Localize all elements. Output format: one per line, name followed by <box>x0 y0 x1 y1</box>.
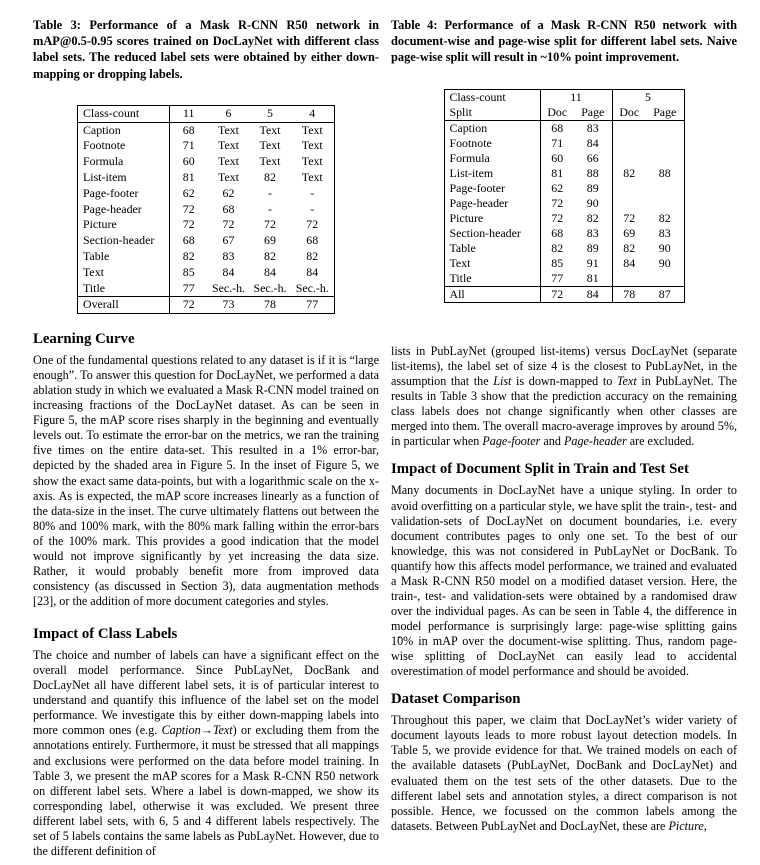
italic-text: Page-footer <box>482 434 541 449</box>
table3-header-cell: Class-count <box>78 105 170 122</box>
table-row <box>444 181 684 196</box>
table-cell: 89 <box>574 181 612 196</box>
table-cell: 77 <box>182 280 195 295</box>
table-cell: All <box>444 286 540 302</box>
table-cell: Text <box>301 170 323 184</box>
table4-footer-row <box>444 286 684 302</box>
text-run: is down-mapped to <box>511 374 617 389</box>
table-cell: 88 <box>658 165 671 180</box>
table-cell: 83 <box>574 120 612 136</box>
table-cell: Text <box>301 122 323 137</box>
table-cell: 72 <box>306 217 319 232</box>
table-cell: 83 <box>222 248 235 263</box>
table-cell: Title <box>78 281 170 297</box>
table3-header-cell: 11 <box>170 105 208 122</box>
table4-caption: Table 4: Performance of a Mask R-CNN R50 network with document-wise and page-wise split for different label sets. Naive page-wise split will result in ~10% point improvement. <box>391 18 737 65</box>
text-run: and <box>540 434 564 449</box>
table-cell: Text <box>78 265 170 281</box>
table-cell: Footnote <box>444 136 540 151</box>
left-top-block <box>33 17 379 314</box>
table4-header-cell: Page <box>646 105 684 121</box>
text-run: The choice and number of labels can have a significant effect on the overall model performance. Since PubLayNet, DocBank and DocLayNet all have different label sets, it is of particular interest to understand and quantify this influence of the label set on the model performance. We investigate this by either down-mapping labels into more common ones (e.g. <box>33 648 379 738</box>
table-cell: 72 <box>182 217 195 232</box>
table-cell: 60 <box>182 154 195 169</box>
table-cell: 68 <box>551 225 564 240</box>
table-cell: - <box>310 185 315 200</box>
table-cell: 85 <box>551 255 564 270</box>
table-cell: 84 <box>306 264 319 279</box>
table-row <box>78 186 335 202</box>
table-cell: Text <box>218 154 239 169</box>
table4-header-cell: Split <box>444 105 540 121</box>
table-cell: 77 <box>291 297 335 314</box>
paragraph-continuation <box>391 344 737 449</box>
table-cell: 68 <box>551 120 564 135</box>
text-run: in PubLayNet. The results in Table 3 show that the prediction accuracy on the remaining class labels does not change significantly when other classes are merged into them. The overall macro-average improves by around 5%, in particular when <box>391 374 737 449</box>
right-top-block <box>391 17 737 314</box>
table-cell <box>612 120 646 136</box>
table-cell: Text <box>259 154 281 169</box>
table-cell: Text <box>218 138 239 153</box>
table-cell: 71 <box>551 135 564 150</box>
table-cell: 82 <box>182 248 195 263</box>
table-cell: 89 <box>574 241 612 256</box>
text-run: → <box>200 723 213 738</box>
table-cell: Section-header <box>78 233 170 249</box>
table-cell: 66 <box>574 151 612 166</box>
table3 <box>77 105 335 314</box>
table-cell: 84 <box>574 136 612 151</box>
table-cell: 60 <box>551 150 564 165</box>
table-cell <box>612 196 646 211</box>
table-cell: Caption <box>78 122 170 138</box>
left-column <box>33 17 379 859</box>
heading-learning-curve: Learning Curve <box>33 331 135 347</box>
text-run: One of the fundamental questions related to any dataset is if it is “large enough”. To answer this question for DocLayNet, we performed a data ablation study in which we evaluated a Mask R-CNN model trained on increasing fractions of the DocLayNet dataset. As can be seen in Figure 5, the mAP score rises sharply in the beginning and eventually levels out. To estimate the error-bar on the metrics, we ran the training five times on the entire data-set. This resulted in a 1% error-bar, depicted by the shaded area in Figure 5. In the inset of Figure 5, we show the exact same data-points, but with a logarithmic scale on the x-axis. As is expected, the mAP score increases linearly as a function of the data-size in the inset. The curve ultimately flattens out between the 80% and 100% mark, with the 80% mark falling within the error-bars of the 100% mark. This provides a good indication that the model would not improve significantly by yet increasing the data size. Rather, it would probably benefit more from improved data consistency (as discussed in Section 3), data augmentation methods [23], or the addition of more document categories and styles. <box>33 353 379 608</box>
table-cell <box>646 136 684 151</box>
table-cell: Formula <box>444 151 540 166</box>
table-cell: 67 <box>222 233 235 248</box>
table-cell: 82 <box>306 248 319 263</box>
paragraph-impact-class-labels <box>33 648 379 859</box>
table4-header-row-groups <box>444 89 684 105</box>
table-cell <box>646 181 684 196</box>
table-cell: 72 <box>264 217 276 232</box>
table3-header-cell: 4 <box>291 105 335 122</box>
table-cell: 71 <box>182 138 195 153</box>
table-cell: 62 <box>182 185 195 200</box>
italic-text: Page-header <box>563 434 627 449</box>
table-cell: 72 <box>623 210 636 225</box>
table-cell: 81 <box>182 170 195 184</box>
text-run: are excluded. <box>626 434 695 449</box>
table-cell: 81 <box>551 165 564 180</box>
table-cell: 62 <box>551 180 564 195</box>
table4-header-cell: Page <box>574 105 612 121</box>
table-cell: Formula <box>78 154 170 170</box>
table-row <box>78 249 335 265</box>
table-row <box>444 136 684 151</box>
table-cell <box>612 136 646 151</box>
table-cell: 82 <box>551 240 564 255</box>
table-row <box>444 256 684 271</box>
table-cell <box>646 120 684 136</box>
table-cell: Text <box>301 138 323 153</box>
table-cell: Sec.-h. <box>211 280 246 295</box>
table4-footer <box>444 286 684 302</box>
table-cell: Picture <box>444 211 540 226</box>
table-cell: 85 <box>182 264 195 279</box>
table-cell: 72 <box>551 210 564 225</box>
table-cell: 82 <box>623 240 636 255</box>
table-cell: 83 <box>574 226 612 241</box>
table-cell <box>646 151 684 166</box>
table-cell: 90 <box>658 255 671 270</box>
table3-header <box>78 105 335 122</box>
table-row <box>78 233 335 249</box>
paragraph-dataset-comparison <box>391 713 737 834</box>
table4-header-cell: Class-count <box>444 89 540 105</box>
table-cell: 77 <box>551 270 564 285</box>
table-cell: Title <box>444 271 540 287</box>
table-cell: 84 <box>574 286 612 302</box>
table4-header-row-split <box>444 105 684 121</box>
table-cell: Text <box>259 122 281 137</box>
text-run: Throughout this paper, we claim that DocLayNet’s wider variety of document layouts leads to more robust layout detection models. In Table 5, we provide evidence for that. We trained models on each of the available datasets (PubLayNet, DocBank and DocLayNet) and evaluated them on the test sets of the other datasets. Due to the different label sets and annotation styles, a direct comparison is not possible. Hence, we focussed on the common labels among the datasets. Between PubLayNet and DocLayNet, these are <box>391 713 737 833</box>
table-cell: List-item <box>444 166 540 181</box>
table-cell: 83 <box>658 225 671 240</box>
table-cell: 69 <box>623 225 636 240</box>
table-row <box>78 265 335 281</box>
table-cell: 69 <box>264 233 276 248</box>
table3-caption: Table 3: Performance of a Mask R-CNN R50 network in mAP@0.5-0.95 scores trained on DocLayNet with different class label sets. The reduced label sets were obtained by either down-mapping or dropping labels. <box>33 18 379 81</box>
table-cell: Table <box>444 241 540 256</box>
table-cell: Table <box>78 249 170 265</box>
table-cell: 82 <box>264 170 276 184</box>
right-column <box>391 17 737 834</box>
table-cell: 82 <box>658 210 671 225</box>
table4 <box>444 89 685 303</box>
table-cell: 91 <box>574 256 612 271</box>
table-row <box>444 241 684 256</box>
table-cell: - <box>268 185 272 200</box>
table-cell: 84 <box>222 264 235 279</box>
table-row <box>78 122 335 138</box>
table4-header-cell: Doc <box>540 105 574 121</box>
table-cell: 68 <box>306 233 319 248</box>
italic-text: Picture, <box>668 818 707 833</box>
table-cell: 78 <box>250 297 291 314</box>
table-cell: 90 <box>574 196 612 211</box>
table-cell: Sec.-h. <box>253 280 287 295</box>
table-cell: Text <box>259 138 281 153</box>
table-row <box>78 154 335 170</box>
table-cell: 72 <box>551 195 564 210</box>
table-cell: 72 <box>182 201 195 216</box>
table3-header-row <box>78 105 335 122</box>
table3-header-cell: 6 <box>208 105 250 122</box>
table4-header <box>444 89 684 120</box>
table-cell: 82 <box>264 248 276 263</box>
table-cell: - <box>268 201 272 216</box>
table-cell: Caption <box>444 120 540 136</box>
italic-text: Text <box>212 723 233 738</box>
table-cell <box>612 151 646 166</box>
table-row <box>444 211 684 226</box>
text-run: ) or excluding them from the annotations entirely. Furthermore, it must be stressed that all mappings and exclusions were performed on the data before model training. In Table 3, we present the mAP scores for a Mask R-CNN R50 network on different label sets. Where a label is down-mapped, we show its corresponding label, otherwise it was excluded. We present three different label sets, with 6, 5 and 4 different labels respectively. The set of 5 labels contains the same labels as PubLayNet. However, due to the different definition of <box>33 723 379 858</box>
table4-header-cell: 5 <box>645 89 651 104</box>
table-cell: 62 <box>222 185 235 200</box>
table-cell: 72 <box>170 297 208 314</box>
table3-header-cell: 5 <box>250 105 291 122</box>
table-cell: Sec.-h. <box>295 280 329 295</box>
heading-dataset-comparison: Dataset Comparison <box>391 691 521 708</box>
table-cell: 90 <box>658 240 671 255</box>
table-row <box>78 138 335 154</box>
table-cell: Overall <box>78 297 170 314</box>
paragraph-learning-curve <box>33 353 379 609</box>
table-row <box>444 226 684 241</box>
table-cell: 88 <box>574 166 612 181</box>
table-cell: - <box>310 201 315 216</box>
heading-impact-document-split: Impact of Document Split in Train and Test Set <box>391 461 689 478</box>
table3-footer <box>78 297 335 314</box>
table-cell: Text <box>218 170 239 184</box>
table-cell: Section-header <box>444 226 540 241</box>
table-cell: Page-header <box>78 202 170 218</box>
table-cell: 82 <box>574 211 612 226</box>
table-cell: 78 <box>612 286 646 302</box>
table-cell <box>646 196 684 211</box>
text-run: Many documents in DocLayNet have a unique styling. In order to avoid overfitting on a particular style, we have split the train-, test- and validation-sets of DocLayNet on document boundaries, i.e. every document contributes pages to only one set. To the best of our knowledge, this was not considered in PubLayNet or DocBank. To quantify how this affects model performance, we trained and evaluated a Mask R-CNN R50 model on a modified dataset version. Here, the train-, test- and validation-sets were obtained by a randomised draw over the individual pages. As can be seen in Table 4, the difference in model performance is surprisingly large: page-wise splitting gains 1̃0% in mAP over the document-wise splitting. Thus, random page-wise splitting of DocLayNet can easily lead to accidental overestimation of model performance and should be avoided. <box>391 483 737 679</box>
paragraph-impact-document-split <box>391 483 737 679</box>
table-cell: 72 <box>540 286 574 302</box>
table-row <box>444 196 684 211</box>
table-cell: 84 <box>264 264 276 279</box>
table4-header-cell: Doc <box>612 105 646 121</box>
table-cell <box>612 271 646 287</box>
table-cell <box>612 181 646 196</box>
table-cell: 87 <box>646 286 684 302</box>
heading-impact-class-labels: Impact of Class Labels <box>33 626 178 643</box>
table-cell: 68 <box>182 233 195 248</box>
table-cell: Text <box>301 154 323 169</box>
table-cell: Page-footer <box>444 181 540 196</box>
italic-text: Caption <box>161 723 201 738</box>
table-row <box>78 281 335 297</box>
table-row <box>444 151 684 166</box>
table-cell: 82 <box>623 165 636 180</box>
table-row <box>444 166 684 181</box>
table-row <box>78 170 335 186</box>
table3-body <box>78 122 335 297</box>
table-row <box>444 120 684 136</box>
table-row <box>78 217 335 233</box>
table-cell: 81 <box>574 271 612 287</box>
text-run: lists in PubLayNet (grouped list-items) versus DocLayNet (separate list-items), the label set of size 4 is the closest to PubLayNet, in the assumption that the <box>391 344 737 389</box>
table4-body <box>444 120 684 286</box>
table-cell: Page-footer <box>78 186 170 202</box>
italic-text: Text <box>616 374 637 389</box>
table-row <box>444 271 684 287</box>
table-cell: Footnote <box>78 138 170 154</box>
table-cell: 68 <box>222 201 235 216</box>
table-row <box>78 202 335 218</box>
table-cell: Picture <box>78 217 170 233</box>
italic-text: List <box>493 374 512 389</box>
table-cell <box>646 271 684 287</box>
table-cell: 84 <box>623 255 636 270</box>
table-cell: Text <box>444 256 540 271</box>
table4-header-cell: 11 <box>540 89 612 105</box>
table-cell: Text <box>218 122 239 137</box>
table-cell: List-item <box>78 170 170 186</box>
table-cell: Page-header <box>444 196 540 211</box>
table-cell: 72 <box>222 217 235 232</box>
table-cell: 73 <box>208 297 250 314</box>
table3-footer-row <box>78 297 335 314</box>
table-cell: 68 <box>182 122 195 137</box>
